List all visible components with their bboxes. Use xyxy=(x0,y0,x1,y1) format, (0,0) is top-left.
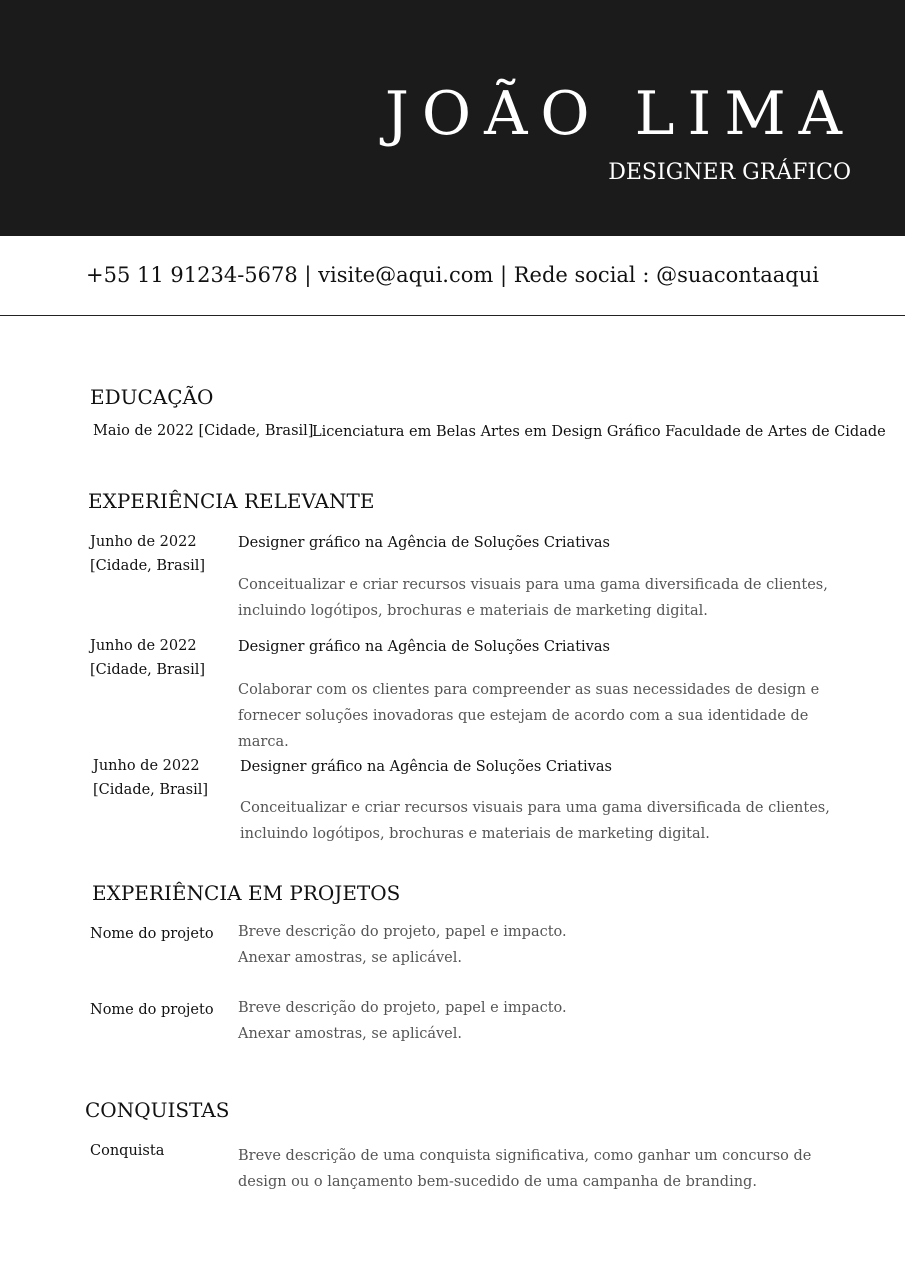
experience-date-location xyxy=(93,754,208,802)
education-degree: Licenciatura em Belas Artes em Design Gráfico Faculdade de Artes de Cidade xyxy=(312,424,886,440)
experience-date: Junho de 2022 xyxy=(93,758,200,774)
project-description-line: Breve descrição do projeto, papel e impacto. xyxy=(238,1000,567,1016)
job-title: DESIGNER GRÁFICO xyxy=(608,160,851,185)
experience-date-location xyxy=(90,530,205,578)
projects-heading: EXPERIÊNCIA EM PROJETOS xyxy=(92,881,401,905)
experience-description: Colaborar com os clientes para compreender as suas necessidades de design e fornecer soluções inovadoras que estejam de acordo com a sua identidade de marca. xyxy=(238,682,820,750)
contact-line: +55 11 91234-5678 | visite@aqui.com | Rede social : @suacontaaqui xyxy=(86,263,819,287)
project-samples-line: Anexar amostras, se aplicável. xyxy=(238,1026,462,1042)
achievement-name: Conquista xyxy=(90,1143,165,1159)
achievements-heading: CONQUISTAS xyxy=(85,1098,230,1122)
project-description xyxy=(238,995,858,1047)
candidate-name: JOÃO LIMA xyxy=(384,79,855,149)
experience-role: Designer gráfico na Agência de Soluções Criativas xyxy=(238,535,610,551)
experience-heading: EXPERIÊNCIA RELEVANTE xyxy=(88,489,375,513)
experience-location: [Cidade, Brasil] xyxy=(90,662,206,678)
divider xyxy=(0,315,905,316)
experience-date-location xyxy=(90,634,205,682)
experience-location: [Cidade, Brasil] xyxy=(90,558,206,574)
experience-description: Conceitualizar e criar recursos visuais para uma gama diversificada de clientes, incluindo logótipos, brochuras e materiais de marketing digital. xyxy=(238,577,828,619)
header-banner xyxy=(0,0,905,236)
experience-description: Conceitualizar e criar recursos visuais para uma gama diversificada de clientes, incluindo logótipos, brochuras e materiais de marketing digital. xyxy=(240,800,830,842)
project-name: Nome do projeto xyxy=(90,1002,214,1018)
achievement-description: Breve descrição de uma conquista significativa, como ganhar um concurso de design ou o lançamento bem-sucedido de uma campanha de branding. xyxy=(238,1148,812,1190)
experience-date: Junho de 2022 xyxy=(90,534,197,550)
project-samples-line: Anexar amostras, se aplicável. xyxy=(238,950,462,966)
project-description xyxy=(238,919,858,971)
education-date-location: Maio de 2022 [Cidade, Brasil] xyxy=(93,423,314,439)
experience-role: Designer gráfico na Agência de Soluções Criativas xyxy=(240,759,612,775)
project-name: Nome do projeto xyxy=(90,926,214,942)
experience-location: [Cidade, Brasil] xyxy=(93,782,209,798)
project-description-line: Breve descrição do projeto, papel e impacto. xyxy=(238,924,567,940)
experience-role: Designer gráfico na Agência de Soluções Criativas xyxy=(238,639,610,655)
education-heading: EDUCAÇÃO xyxy=(90,385,214,409)
experience-date: Junho de 2022 xyxy=(90,638,197,654)
